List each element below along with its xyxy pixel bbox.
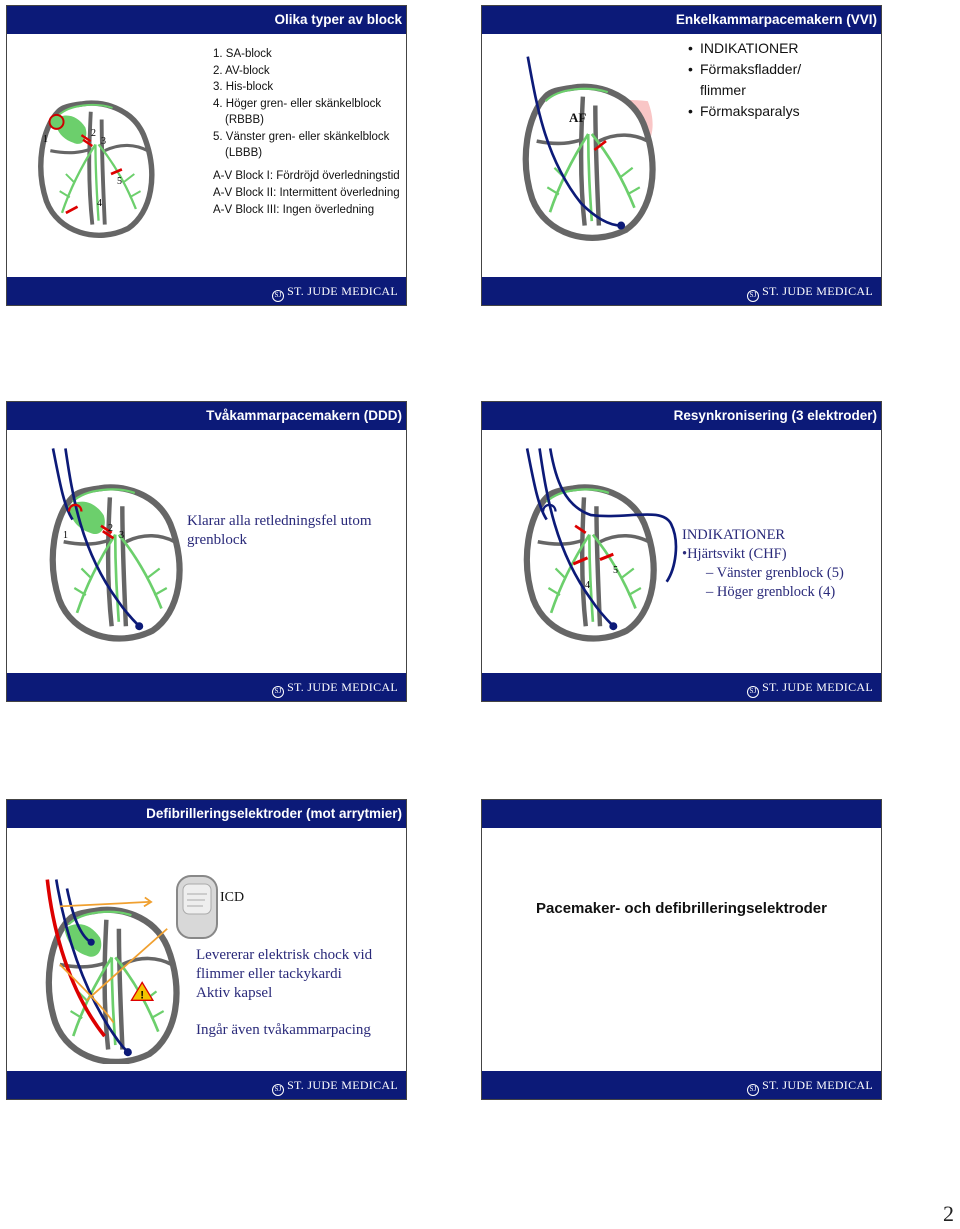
block-list [213, 46, 389, 162]
page-number: 2 [943, 1201, 954, 1226]
av-item: A-V Block III: Ingen överledning [213, 204, 375, 216]
slide-title: Enkelkammarpacemakern (VVI) [482, 6, 881, 34]
slide-title: Olika typer av block [7, 6, 406, 34]
heart-label-3: 3 [119, 530, 124, 541]
heart-illustration [37, 444, 197, 644]
block-item: 2. AV-block [213, 64, 270, 77]
crt-line: – Höger grenblock (4) [706, 584, 836, 600]
slide-title: Tvåkammarpacemakern (DDD) [7, 402, 406, 430]
block-item: (RBBB) [225, 114, 264, 126]
block-item: 4. Höger gren- eller skänkelblock [213, 97, 382, 110]
defib-line: Levererar elektrisk chock vid [196, 947, 373, 963]
defib-extra: Ingår även tvåkammarpacing [196, 1022, 371, 1038]
slide-ddd [6, 401, 407, 702]
crt-line: •Hjärtsvikt (CHF) [682, 546, 787, 562]
heart-label-1: 1 [63, 530, 68, 541]
heart-label-5: 5 [613, 565, 618, 576]
st-jude-logo: SJ ST. JUDE MEDICAL [272, 284, 398, 302]
defib-text [196, 946, 402, 1003]
block-item: 5. Vänster gren- eller skänkelblock [213, 130, 390, 143]
slide-footer [7, 277, 406, 305]
av-block-list [213, 168, 400, 219]
heart-label-5: 5 [117, 176, 122, 187]
slide-title: Resynkronisering (3 elektroder) [482, 402, 881, 430]
av-item: A-V Block II: Intermittent överledning [213, 187, 400, 199]
st-jude-logo: SJ ST. JUDE MEDICAL [747, 1078, 873, 1096]
heart-label-3: 3 [101, 136, 106, 147]
crt-text [682, 526, 878, 602]
block-item: 1. SA-block [213, 48, 272, 60]
slide-footer [482, 1071, 881, 1099]
vvi-bullets [688, 38, 878, 122]
slide-footer [7, 673, 406, 701]
st-jude-logo: SJ ST. JUDE MEDICAL [747, 680, 873, 698]
heart-label-4: 4 [97, 198, 102, 209]
slide-title [482, 800, 881, 828]
av-item: A-V Block I: Fördröjd överledningstid [213, 170, 400, 182]
crt-line: INDIKATIONER [682, 527, 786, 543]
center-title: Pacemaker- och defibrilleringselektroder [536, 900, 827, 917]
crt-line: – Vänster grenblock (5) [706, 565, 844, 581]
heart-illustration [510, 444, 690, 644]
icd-label: ICD [220, 890, 245, 905]
defib-line: Aktiv kapsel [196, 985, 273, 1001]
slide-block-types [6, 5, 407, 306]
slide-footer [482, 277, 881, 305]
heart-label-1: 1 [43, 134, 48, 145]
bullet-item: • Förmaksparalys [688, 101, 878, 122]
block-item: (LBBB) [225, 147, 263, 159]
bullet-item: • INDIKATIONER [688, 38, 878, 59]
icd-device-image [175, 874, 219, 940]
bullet-item: • Förmaksfladder/ flimmer [688, 59, 820, 101]
heart-illustration [510, 50, 670, 250]
block-item: 3. His-block [213, 81, 274, 93]
slide-crt [481, 401, 882, 702]
defib-line: flimmer eller tackykardi [196, 966, 342, 982]
ddd-text: Klarar alla retledningsfel utom grenblock [187, 513, 372, 548]
st-jude-logo: SJ ST. JUDE MEDICAL [747, 284, 873, 302]
heart-label-4: 4 [585, 580, 590, 591]
slide-defib [6, 799, 407, 1100]
slide-electrodes [481, 799, 882, 1100]
heart-label-2: 2 [91, 128, 96, 139]
st-jude-logo: SJ ST. JUDE MEDICAL [272, 680, 398, 698]
slide-footer [482, 673, 881, 701]
slide-title: Defibrilleringselektroder (mot arrytmier) [7, 800, 406, 828]
svg-text:!: ! [140, 989, 144, 1002]
st-jude-logo: SJ ST. JUDE MEDICAL [272, 1078, 398, 1096]
af-label: AF [569, 110, 587, 125]
heart-illustration [27, 94, 167, 254]
slide-footer [7, 1071, 406, 1099]
slide-vvi [481, 5, 882, 306]
heart-label-2: 2 [108, 523, 113, 534]
